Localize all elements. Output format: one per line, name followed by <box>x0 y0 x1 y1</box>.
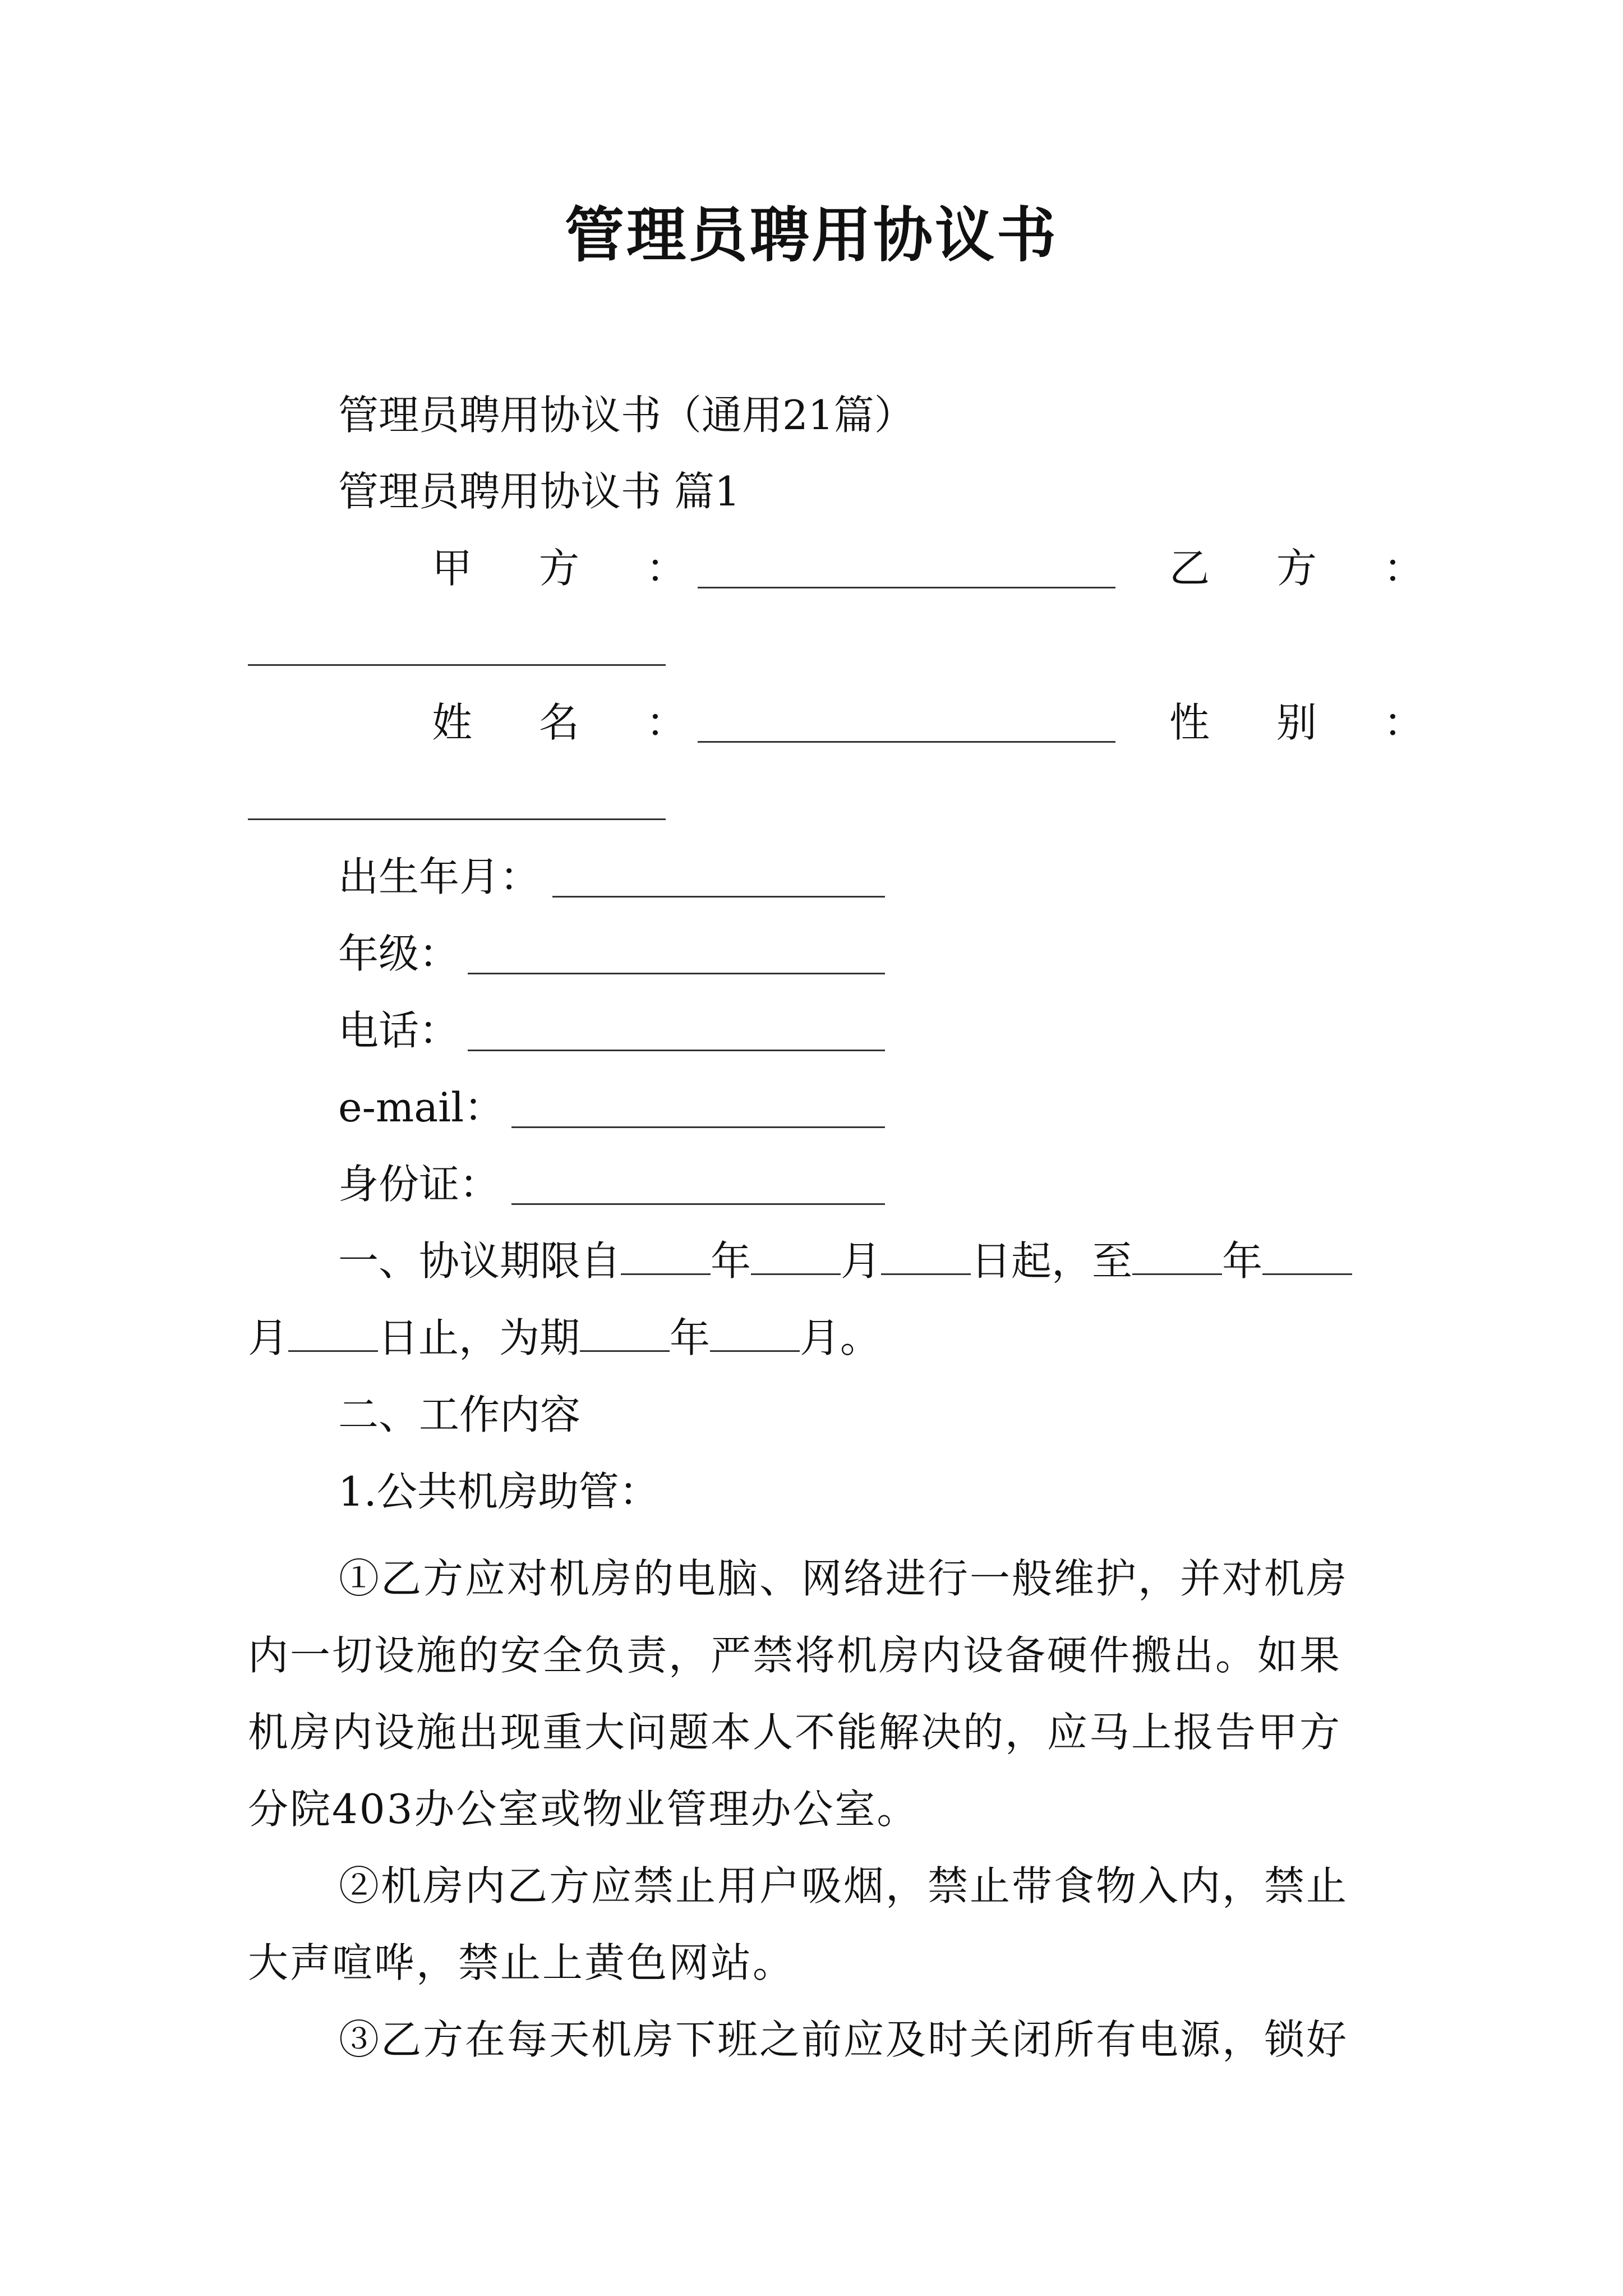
email-label: e-mail： <box>338 1084 505 1131</box>
start-day-blank[interactable] <box>881 1234 971 1275</box>
subtitle: 管理员聘用协议书（通用21篇） <box>338 392 915 439</box>
section-heading: 管理员聘用协议书 篇1 <box>338 468 740 515</box>
term-end-text: 日止，为期 <box>378 1314 580 1361</box>
period-month-blank[interactable] <box>710 1311 800 1352</box>
item1-heading: 1.公共机房助管： <box>338 1468 660 1515</box>
grade-label: 年级： <box>338 930 460 977</box>
end-year-blank[interactable] <box>1132 1234 1222 1275</box>
end-day-blank[interactable] <box>288 1311 378 1352</box>
gender-label: 性 别 ： <box>1169 699 1451 746</box>
grade-field[interactable] <box>468 973 885 974</box>
party-a-field[interactable] <box>698 587 1115 588</box>
phone-label: 电话： <box>338 1007 460 1054</box>
start-year-blank[interactable] <box>621 1234 711 1275</box>
start-month-blank[interactable] <box>751 1234 841 1275</box>
term-line-2 <box>248 1310 880 1366</box>
document-title: 管理员聘用协议书 <box>565 201 1058 270</box>
gender-field[interactable] <box>248 818 666 820</box>
term-start-text: 一、协议期限自 <box>338 1237 621 1285</box>
term-year2-text: 年 <box>1222 1237 1263 1285</box>
term-line-1 <box>338 1233 1352 1289</box>
birth-field[interactable] <box>552 896 885 898</box>
id-field[interactable] <box>511 1203 885 1205</box>
name-field[interactable] <box>698 741 1115 743</box>
paragraph-2: ②机房内乙方应禁止用户吸烟，禁止带食物入内，禁止大声喧哗，禁止上黄色网站。 <box>248 1862 1349 1986</box>
term-month2-text: 月 <box>248 1314 289 1361</box>
paragraph-3: ③乙方在每天机房下班之前应及时关闭所有电源，锁好 <box>339 2016 1349 2063</box>
term-year-text: 年 <box>711 1237 751 1285</box>
name-label: 姓 名 ： <box>432 699 713 746</box>
term-day-text: 日起，至 <box>971 1237 1133 1285</box>
email-field[interactable] <box>511 1126 885 1128</box>
term-month-text: 月 <box>841 1237 882 1285</box>
party-a-label: 甲 方 ： <box>432 545 713 592</box>
term-year3-text: 年 <box>670 1314 711 1361</box>
end-month-blank[interactable] <box>1262 1234 1352 1275</box>
birth-label: 出生年月： <box>338 853 541 900</box>
party-b-label: 乙 方 ： <box>1169 545 1451 592</box>
paragraph-1: ①乙方应对机房的电脑、网络进行一般维护，并对机房内一切设施的安全负责，严禁将机房内设备硬件搬出。如果机房内设施出现重大问题本人不能解决的，应马上报告甲方分院403办公室或物业管理办公室。 <box>248 1555 1349 1833</box>
period-year-blank[interactable] <box>580 1311 670 1352</box>
party-b-field[interactable] <box>248 664 666 666</box>
work-heading: 二、工作内容 <box>338 1391 581 1438</box>
phone-field[interactable] <box>468 1050 885 1051</box>
id-label: 身份证： <box>338 1161 500 1208</box>
term-month3-text: 月。 <box>800 1314 881 1361</box>
